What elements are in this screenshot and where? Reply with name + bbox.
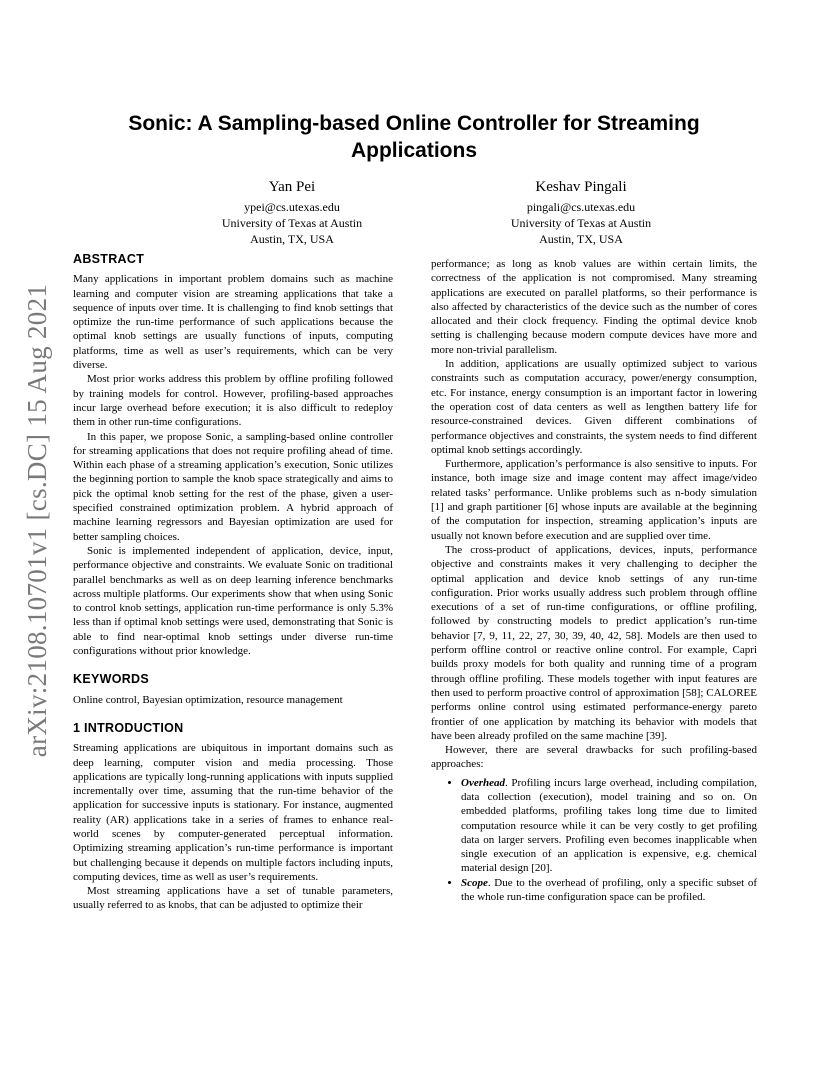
list-item bbox=[461, 776, 757, 876]
author-block-2 bbox=[451, 177, 711, 247]
intro-paragraph: Streaming applications are ubiquitous in important domains such as deep learning, computer vision and media processing. Those applications are typically long-running applications with inputs supplied incrementally over time, assuming that the run-time behavior of the application for successive inputs is stationary. For instance, augmented reality (AR) applications take in a series of frames to enhance real-world scenes by computer-generated perceptual information. Optimizing streaming application’s run-time performance is important but challenging because it depends on multiple factors including inputs, computing devices, time as well as user’s requirements. bbox=[73, 742, 393, 883]
arxiv-stamp-text: arXiv:2108.10701v1 [cs.DC] 15 Aug 2021 bbox=[22, 283, 53, 757]
bullet-term: Scope bbox=[461, 876, 488, 889]
introduction-heading: 1 INTRODUCTION bbox=[73, 720, 184, 735]
intro-paragraph: Most streaming applications have a set of tunable parameters, usually referred to as knobs, that can be adjusted to optimize their bbox=[73, 885, 393, 912]
abstract-paragraph: Most prior works address this problem by offline profiling followed by training models for control. However, profiling-based approaches incur large overhead before execution; it is also difficult to redeploy them in other run-time configurations. bbox=[73, 373, 393, 429]
author-affiliation: University of Texas at Austin bbox=[221, 216, 363, 230]
author-block-1 bbox=[162, 177, 422, 247]
abstract-heading: ABSTRACT bbox=[73, 252, 145, 266]
author-name: Keshav Pingali bbox=[535, 179, 627, 195]
left-column bbox=[73, 252, 393, 913]
keywords-heading: KEYWORDS bbox=[73, 672, 150, 687]
abstract-paragraph: Sonic is implemented independent of application, device, input, performance objective and constraints. We evaluate Sonic on traditional parallel benchmarks as well as on deep learning inference benchmarks across multiple platforms. Our experiments show that when using Sonic to control knob settings, application run-time performance is only 5.3% less than if optimal knob settings were used, demonstrating that Sonic is able to find near-optimal knob settings under diverse run-time configurations without prior knowledge. bbox=[73, 544, 393, 658]
author-location: Austin, TX, USA bbox=[539, 232, 623, 246]
right-column bbox=[431, 257, 757, 904]
arxiv-stamp bbox=[20, 280, 56, 760]
abstract-paragraph: In this paper, we propose Sonic, a sampling-based online controller for streaming applications that does not require profiling ahead of time. Within each phase of a streaming application’s execution, Sonic utilizes the beginning portion to sample the knob space strategically and aims to pick the optimal knob setting for the rest of the phase, given a user-specified constrained optimization problem. A hybrid approach of machine learning regressors and Bayesian optimization are used for better sampling choices. bbox=[73, 430, 393, 543]
bullet-term: Overhead bbox=[461, 776, 505, 789]
intro-paragraph: In addition, applications are usually optimized subject to various constraints such as computation accuracy, power/energy consumption, etc. For instance, energy consumption is an important factor in lowering the operation cost of data centers as well as lengthen battery life for resource-constrained devices. Given different combinations of performance objectives and constraints, the system needs to find different optimal knob settings accordingly. bbox=[431, 358, 757, 456]
intro-paragraph: performance; as long as knob values are within certain limits, the correctness of the application is not compromised. Many streaming applications are executed on parallel platforms, so their performance is also affected by characteristics of the device such as the number of cores allocated and their clock frequency. Finding the optimal device knob setting is challenging because modern compute devices have more and more non-trivial parallelism. bbox=[431, 258, 757, 356]
bullet-text: . Due to the overhead of profiling, only a specific subset of the whole run-time configuration space can be profiled. bbox=[461, 876, 757, 904]
intro-paragraph: However, there are several drawbacks for such profiling-based approaches: bbox=[431, 744, 757, 771]
intro-paragraph: The cross-product of applications, devices, inputs, performance objective and constraints makes it very challenging to decipher the optimal application and device knob settings of any run-time configuration. Prior works usually address such problem through offline executions of a set of run-time configurations, or offline profiling, followed by constructing models to predict application’s run-time behavior [7, 9, 11, 22, 27, 30, 39, 40, 42, 58]. Models are then used to perform offline control or reactive online control. For example, Capri builds proxy models for both quality and running time of a program through offline profiling. These models together with input features are then used to perform proactive control of approximation [58]; CALOREE performs online control using estimated performance-energy pareto frontier of one application by matching its behavior with models that have been already profiled on the same machine [39]. bbox=[431, 543, 757, 742]
list-item bbox=[461, 876, 757, 905]
author-affiliation: University of Texas at Austin bbox=[510, 216, 652, 230]
drawbacks-list bbox=[431, 776, 757, 905]
paper-title: Sonic: A Sampling-based Online Controller for Streaming Applications bbox=[128, 112, 700, 162]
author-email: pingali@cs.utexas.edu bbox=[526, 200, 636, 214]
bullet-text: . Profiling incurs large overhead, including compilation, data collection (execution), model training and so on. On embedded platforms, profiling takes long time due to limited computation resource while it can be very costly to get profiling data on larger servers. Profiling even becomes inapplicable when single execution of an application is expensive, e.g. chemical material design [20]. bbox=[461, 776, 757, 875]
author-location: Austin, TX, USA bbox=[250, 232, 334, 246]
author-name: Yan Pei bbox=[268, 179, 316, 195]
author-email: ypei@cs.utexas.edu bbox=[244, 200, 340, 214]
intro-paragraph: Furthermore, application’s performance is also sensitive to inputs. For instance, both image size and image content may affect image/video related tasks’ performance. Unlike problems such as n-body simulation [1] and graph partitioner [6] whose inputs are available at the beginning of the computation for inspection, streaming application’s inputs are usually not known before execution and are supplied over time. bbox=[431, 458, 757, 542]
keywords-text: Online control, Bayesian optimization, resource management bbox=[73, 693, 343, 706]
abstract-paragraph: Many applications in important problem domains such as machine learning and computer vision are streaming applications that take a sequence of inputs over time. It is challenging to find knob settings that optimize the run-time performance of such applications because the optimal knob settings are usually functions of inputs, computing platforms, time as well as user’s requirements, which can be very diverse. bbox=[73, 273, 393, 372]
